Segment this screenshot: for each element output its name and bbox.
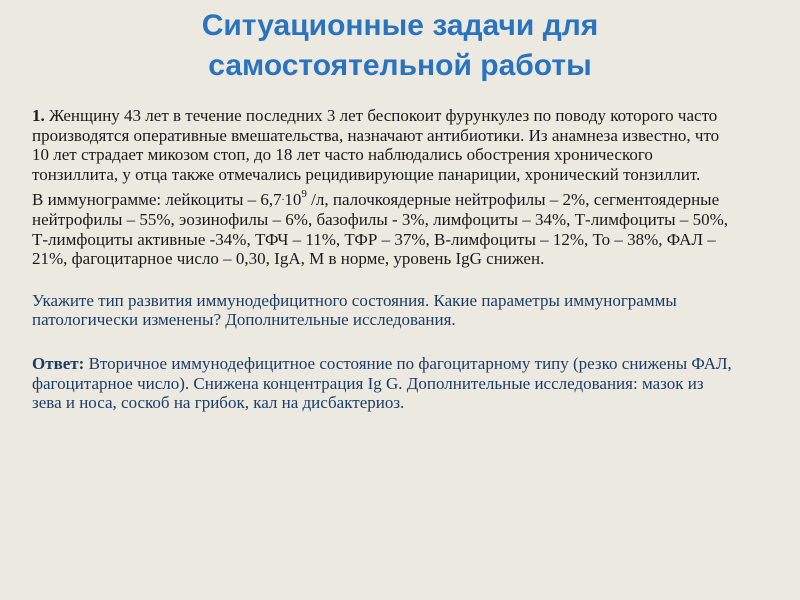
immunogram-base: 10: [284, 190, 302, 210]
task-text: Женщину 43 лет в течение последних 3 лет беспокоит фурункулез по поводу которого часто производятся оперативные вмешательства, назначают антибиотики. Из анамнеза известно, что 10 лет страдает микозом стоп, до 18 лет часто наблюдались обострения хронического тонзиллита, у отца также отмечались рецидивирующие панариции, хронический тонзиллит.: [32, 106, 720, 184]
immunogram-prefix: В иммунограмме: лейкоциты – 6,7: [32, 190, 282, 210]
answer-label: Ответ:: [32, 353, 85, 373]
immunogram-dot: .: [281, 191, 285, 204]
answer-paragraph: [32, 354, 732, 413]
immunogram-exponent: 9: [301, 187, 307, 200]
task-paragraph: [32, 106, 732, 184]
slide-body: [32, 106, 732, 413]
immunogram-rest: /л, палочкоядерные нейтрофилы – 2%, сегментоядерные нейтрофилы – 55%, эозинофилы – 6%, базофилы - 3%, лимфоциты – 34%, Т-лимфоциты – 50%, Т-лимфоциты активные -34%, ТФЧ – 11%, ТФР – 37%, В-лимфоциты – 12%, То – 38%, ФАЛ – 21%, фагоцитарное число – 0,30, IgA, M в норме, уровень IgG снижен.: [32, 190, 729, 269]
question-paragraph: Укажите тип развития иммунодефицитного состояния. Какие параметры иммунограммы патологически изменены? Дополнительные исследования.: [32, 290, 677, 330]
slide-title-line-1: Ситуационные задачи для: [201, 9, 599, 42]
slide-title: [40, 6, 760, 86]
answer-text: Вторичное иммунодефицитное состояние по фагоцитарному типу (резко снижены ФАЛ, фагоцитарное число). Снижена концентрация Ig G. Дополнительные исследования: мазок из зева и носа, соскоб на грибок, кал на дисбактериоз.: [32, 353, 732, 413]
immunogram-paragraph: [32, 187, 732, 269]
task-number: 1.: [32, 106, 45, 125]
slide-title-line-2: самостоятельной работы: [208, 49, 592, 82]
